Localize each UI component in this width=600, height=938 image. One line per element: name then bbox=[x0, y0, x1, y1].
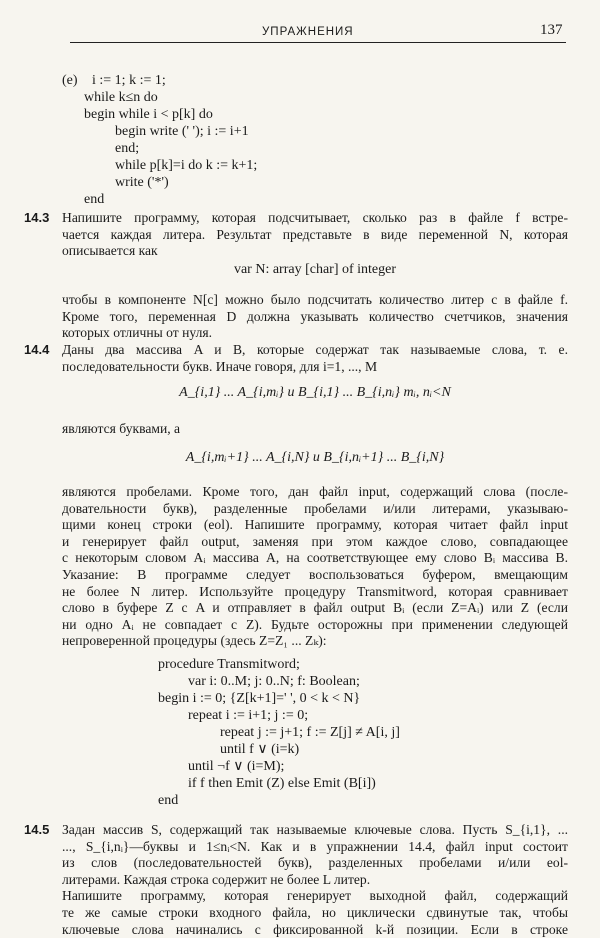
text-line: являются пробелами. Кроме того, дан файл input, содержащий слова (после- bbox=[62, 484, 568, 499]
text-line: Указание: В программе следует воспользоваться буфером, вмещающим bbox=[62, 566, 568, 582]
code-line: until f ∨ (i=k) bbox=[220, 742, 300, 757]
code-line: begin while i < p[k] do bbox=[84, 107, 213, 122]
text-line: Задан массив S, содержащий так называемые ключевые слова. Пусть S_{i,1}, ... bbox=[62, 822, 568, 837]
exercise-14-3-text-after bbox=[62, 292, 568, 342]
code-line: end; bbox=[115, 141, 140, 156]
text-line: которых отличны от нуля. bbox=[62, 325, 213, 341]
text-line: описывается как bbox=[62, 243, 158, 259]
code-line: end bbox=[158, 793, 179, 808]
code-line: until ¬f ∨ (i=M); bbox=[188, 759, 285, 774]
text-line: Даны два массива A и B, которые содержат так называемые слова, т. е. bbox=[62, 342, 568, 357]
text-line: Кроме того, переменная D должна указывать количество счетчиков, значения bbox=[62, 308, 568, 324]
text-line: последовательности букв. Иначе говоря, для i=1, ..., M bbox=[62, 358, 378, 374]
formula-spaces: A_{i,mᵢ+1} ... A_{i,N} и B_{i,nᵢ+1} ... B_{i,N} bbox=[185, 450, 445, 465]
text-line: непроверенной процедуры (здесь Z=Z₁ ... Zₖ): bbox=[62, 633, 327, 649]
code-line: begin write (' '); i := i+1 bbox=[115, 124, 249, 139]
text-line: Напишите программу, которая генерирует выходной файл, содержащий bbox=[62, 888, 568, 904]
text-line: литерами. Каждая строка содержит не более L литер. bbox=[62, 871, 371, 887]
code-line: if f then Emit (Z) else Emit (B[i]) bbox=[188, 776, 376, 791]
formula-letters: A_{i,1} ... A_{i,mᵢ} и B_{i,1} ... B_{i,nᵢ} mᵢ, nᵢ<N bbox=[179, 385, 451, 400]
code-line: end bbox=[84, 192, 105, 207]
text-line: являются буквами, а bbox=[62, 421, 181, 436]
code-line: begin i := 0; {Z[k+1]=' ', 0 < k < N} bbox=[158, 691, 361, 706]
running-header-title: УПРАЖНЕНИЯ bbox=[262, 26, 354, 38]
code-line: while k≤n do bbox=[84, 90, 158, 105]
exercise-14-4-body bbox=[62, 484, 568, 650]
text-line: довательности букв), разделенные пробелами и/или литерами, указываю- bbox=[62, 500, 568, 516]
exercise-e-label: (e) bbox=[62, 73, 78, 88]
exercise-14-5-text bbox=[62, 822, 568, 938]
text-line: слово в буфере Z с A и отправляет в файл output Bᵢ (если Z=Aᵢ) или Z (если bbox=[62, 600, 568, 616]
code-line: repeat i := i+1; j := 0; bbox=[188, 708, 309, 723]
exercise-14-3-text bbox=[62, 210, 568, 260]
text-line: щими конец строки (eol). Напишите программу, которая читает файл input bbox=[62, 517, 568, 533]
exercise-14-4-intro bbox=[62, 342, 568, 375]
exercise-number: 14.3 bbox=[24, 210, 50, 225]
header-rule bbox=[70, 42, 566, 43]
text-line: с некоторым словом Aᵢ массива A, на соответствующее ему слово Bᵢ массива B. bbox=[62, 550, 568, 566]
page-number: 137 bbox=[540, 22, 563, 38]
text-line: ни одно Aᵢ не совпадает с Z). Будьте осторожны при применении следующей bbox=[62, 616, 568, 632]
code-line: repeat j := j+1; f := Z[j] ≠ A[i, j] bbox=[220, 725, 400, 740]
text-line: чтобы в компоненте N[c] можно было подсчитать количество литер c в файле f. bbox=[62, 292, 568, 307]
text-line: ..., S_{i,nᵢ}—буквы и 1≤nᵢ<N. Как и в упражнении 14.4, файл input состоит bbox=[62, 838, 568, 854]
text-line: чается каждая литера. Результат представьте в виде переменной N, которая bbox=[62, 226, 568, 242]
text-line: Напишите программу, которая подсчитывает, сколько раз в файле f встре- bbox=[62, 210, 568, 225]
text-line: те же самые строки входного файла, но циклически сдвинутые так, чтобы bbox=[62, 904, 568, 920]
text-line: ключевые слова начинались с фиксированной k-й позиции. Если в строке bbox=[62, 921, 568, 937]
text-line: из слов (последовательностей букв), разделенных пробелами и/или eol- bbox=[62, 855, 568, 871]
code-line: while p[k]=i do k := k+1; bbox=[115, 158, 258, 173]
exercise-number: 14.5 bbox=[24, 822, 50, 837]
code-line: procedure Transmitword; bbox=[158, 657, 300, 672]
array-declaration: var N: array [char] of integer bbox=[233, 262, 397, 277]
code-line: i := 1; k := 1; bbox=[92, 73, 166, 88]
code-line: var i: 0..M; j: 0..N; f: Boolean; bbox=[188, 674, 360, 689]
code-line: write ('*') bbox=[115, 175, 169, 190]
exercise-number: 14.4 bbox=[24, 342, 50, 357]
text-line: не более N литер. Используйте процедуру Transmitword, которая сравнивает bbox=[62, 583, 568, 599]
text-line: и генерирует файл output, заменяя при этом каждое слово, совпадающее bbox=[62, 533, 568, 549]
